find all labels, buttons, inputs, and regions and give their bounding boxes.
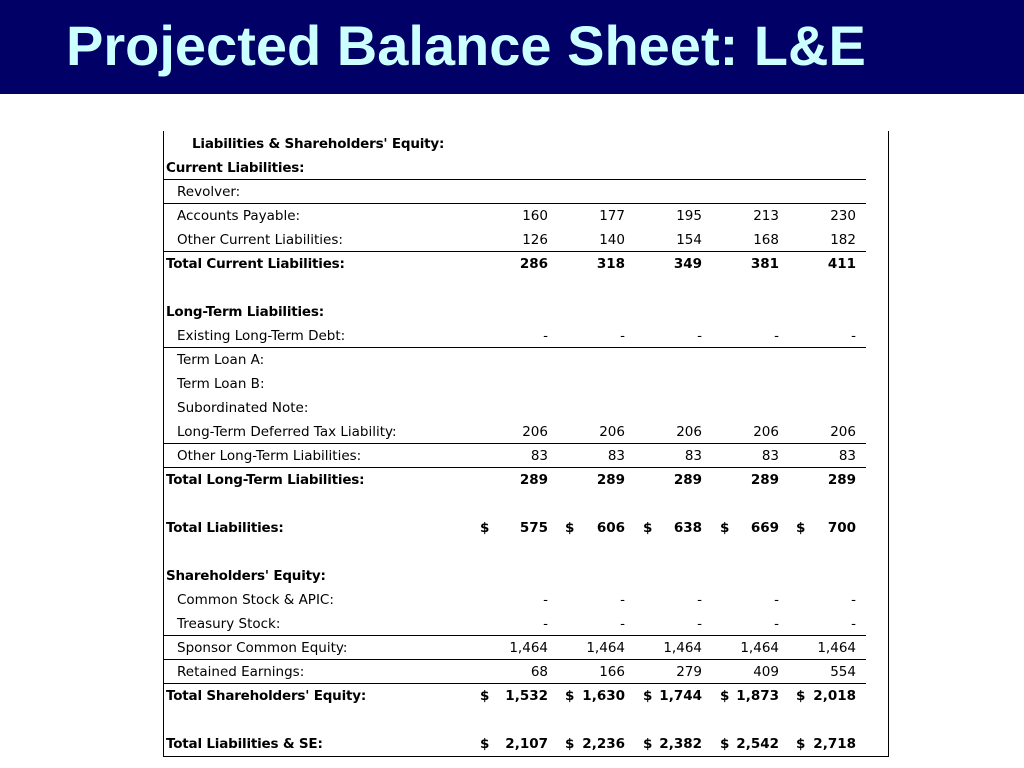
value-cell: 289 bbox=[827, 472, 856, 488]
table-row bbox=[164, 612, 866, 636]
value-cell: - bbox=[697, 592, 702, 608]
value-cell: 700 bbox=[827, 520, 856, 536]
value-cell: 126 bbox=[522, 232, 548, 248]
value-cell: - bbox=[851, 328, 856, 344]
value-cell: - bbox=[774, 328, 779, 344]
value-cell: - bbox=[543, 616, 548, 632]
currency-symbol: $ bbox=[480, 736, 490, 752]
table-row bbox=[164, 467, 866, 492]
value-cell: 1,464 bbox=[509, 640, 548, 656]
currency-symbol: $ bbox=[565, 688, 575, 704]
value-cell: 606 bbox=[596, 520, 625, 536]
value-cell: 83 bbox=[761, 448, 779, 464]
table-header-row bbox=[164, 132, 866, 156]
table-row bbox=[164, 492, 866, 516]
value-cell: 140 bbox=[599, 232, 625, 248]
table-row bbox=[164, 396, 866, 420]
table-row bbox=[164, 564, 866, 588]
section-header: Liabilities & Shareholders' Equity: bbox=[192, 136, 445, 152]
currency-symbol: $ bbox=[643, 736, 653, 752]
table-row bbox=[164, 300, 866, 324]
row-label: Total Liabilities & SE: bbox=[166, 736, 323, 752]
value-cell: 206 bbox=[522, 424, 548, 440]
value-cell: 2,018 bbox=[813, 688, 856, 704]
value-cell: 286 bbox=[519, 256, 548, 272]
value-cell: - bbox=[620, 592, 625, 608]
row-label: Accounts Payable: bbox=[177, 208, 301, 224]
value-cell: 2,718 bbox=[813, 736, 856, 752]
currency-symbol: $ bbox=[720, 688, 730, 704]
row-label: Subordinated Note: bbox=[177, 400, 309, 416]
row-label: Existing Long-Term Debt: bbox=[177, 328, 346, 344]
table-row bbox=[164, 324, 866, 348]
value-cell: 168 bbox=[753, 232, 779, 248]
value-cell: 83 bbox=[607, 448, 625, 464]
value-cell: - bbox=[697, 328, 702, 344]
value-cell: - bbox=[774, 592, 779, 608]
value-cell: 669 bbox=[750, 520, 779, 536]
row-label: Current Liabilities: bbox=[166, 160, 305, 176]
value-cell: - bbox=[851, 592, 856, 608]
row-label: Total Shareholders' Equity: bbox=[166, 688, 367, 704]
table-row bbox=[164, 683, 866, 708]
value-cell: 154 bbox=[676, 232, 702, 248]
row-label: Common Stock & APIC: bbox=[177, 592, 334, 608]
table-row bbox=[164, 347, 866, 372]
value-cell: 83 bbox=[838, 448, 856, 464]
table-row bbox=[164, 659, 866, 684]
value-cell: 554 bbox=[830, 664, 856, 680]
currency-symbol: $ bbox=[720, 520, 730, 536]
table-row bbox=[164, 203, 866, 228]
row-label: Term Loan A: bbox=[177, 352, 265, 368]
value-cell: 289 bbox=[750, 472, 779, 488]
value-cell: 2,382 bbox=[659, 736, 702, 752]
value-cell: - bbox=[543, 328, 548, 344]
value-cell: 1,873 bbox=[736, 688, 779, 704]
value-cell: 206 bbox=[599, 424, 625, 440]
value-cell: 213 bbox=[753, 208, 779, 224]
currency-symbol: $ bbox=[796, 736, 806, 752]
title-bar bbox=[0, 0, 1024, 94]
value-cell: - bbox=[697, 616, 702, 632]
row-label: Shareholders' Equity: bbox=[166, 568, 326, 584]
value-cell: 2,236 bbox=[582, 736, 625, 752]
value-cell: 638 bbox=[673, 520, 702, 536]
row-label: Total Long-Term Liabilities: bbox=[166, 472, 365, 488]
row-label: Sponsor Common Equity: bbox=[177, 640, 348, 656]
value-cell: 195 bbox=[676, 208, 702, 224]
row-label: Retained Earnings: bbox=[177, 664, 305, 680]
value-cell: 206 bbox=[830, 424, 856, 440]
value-cell: 1,532 bbox=[505, 688, 548, 704]
value-cell: - bbox=[774, 616, 779, 632]
row-label: Long-Term Liabilities: bbox=[166, 304, 324, 320]
table-row bbox=[164, 228, 866, 252]
value-cell: 411 bbox=[827, 256, 856, 272]
value-cell: 230 bbox=[830, 208, 856, 224]
value-cell: 289 bbox=[519, 472, 548, 488]
value-cell: - bbox=[851, 616, 856, 632]
value-cell: 206 bbox=[753, 424, 779, 440]
value-cell: 381 bbox=[750, 256, 779, 272]
currency-symbol: $ bbox=[480, 520, 490, 536]
balance-sheet-table bbox=[163, 131, 889, 757]
table-row bbox=[164, 156, 866, 180]
value-cell: 1,630 bbox=[582, 688, 625, 704]
value-cell: - bbox=[543, 592, 548, 608]
table-row bbox=[164, 516, 866, 540]
table-row bbox=[164, 372, 866, 396]
table-row bbox=[164, 420, 866, 444]
row-label: Long-Term Deferred Tax Liability: bbox=[177, 424, 397, 440]
table-row bbox=[164, 540, 866, 564]
currency-symbol: $ bbox=[796, 520, 806, 536]
value-cell: 68 bbox=[530, 664, 548, 680]
row-label: Revolver: bbox=[177, 184, 241, 200]
row-label: Term Loan B: bbox=[177, 376, 265, 392]
value-cell: 83 bbox=[684, 448, 702, 464]
row-label: Other Long-Term Liabilities: bbox=[177, 448, 362, 464]
table-row bbox=[164, 635, 866, 660]
table-row bbox=[164, 179, 866, 204]
row-label: Total Liabilities: bbox=[166, 520, 284, 536]
row-label: Other Current Liabilities: bbox=[177, 232, 343, 248]
currency-symbol: $ bbox=[643, 688, 653, 704]
value-cell: 206 bbox=[676, 424, 702, 440]
value-cell: 575 bbox=[519, 520, 548, 536]
value-cell: 1,464 bbox=[663, 640, 702, 656]
table-row bbox=[164, 732, 866, 756]
value-cell: 289 bbox=[596, 472, 625, 488]
value-cell: 182 bbox=[830, 232, 856, 248]
table-row bbox=[164, 588, 866, 612]
currency-symbol: $ bbox=[565, 736, 575, 752]
table-row bbox=[164, 443, 866, 468]
table-row bbox=[164, 708, 866, 732]
value-cell: 1,464 bbox=[817, 640, 856, 656]
value-cell: 409 bbox=[753, 664, 779, 680]
slide-title: Projected Balance Sheet: L&E bbox=[66, 14, 866, 77]
value-cell: - bbox=[620, 616, 625, 632]
value-cell: 166 bbox=[599, 664, 625, 680]
currency-symbol: $ bbox=[643, 520, 653, 536]
value-cell: 279 bbox=[676, 664, 702, 680]
currency-symbol: $ bbox=[796, 688, 806, 704]
value-cell: 177 bbox=[599, 208, 625, 224]
table-row bbox=[164, 251, 866, 276]
value-cell: 349 bbox=[673, 256, 702, 272]
value-cell: 2,542 bbox=[736, 736, 779, 752]
value-cell: 160 bbox=[522, 208, 548, 224]
value-cell: 318 bbox=[596, 256, 625, 272]
row-label: Total Current Liabilities: bbox=[166, 256, 345, 272]
currency-symbol: $ bbox=[565, 520, 575, 536]
value-cell: 1,464 bbox=[586, 640, 625, 656]
currency-symbol: $ bbox=[480, 688, 490, 704]
table-row bbox=[164, 276, 866, 300]
currency-symbol: $ bbox=[720, 736, 730, 752]
value-cell: 1,464 bbox=[740, 640, 779, 656]
value-cell: - bbox=[620, 328, 625, 344]
value-cell: 289 bbox=[673, 472, 702, 488]
value-cell: 1,744 bbox=[659, 688, 702, 704]
value-cell: 2,107 bbox=[505, 736, 548, 752]
row-label: Treasury Stock: bbox=[177, 616, 281, 632]
value-cell: 83 bbox=[530, 448, 548, 464]
